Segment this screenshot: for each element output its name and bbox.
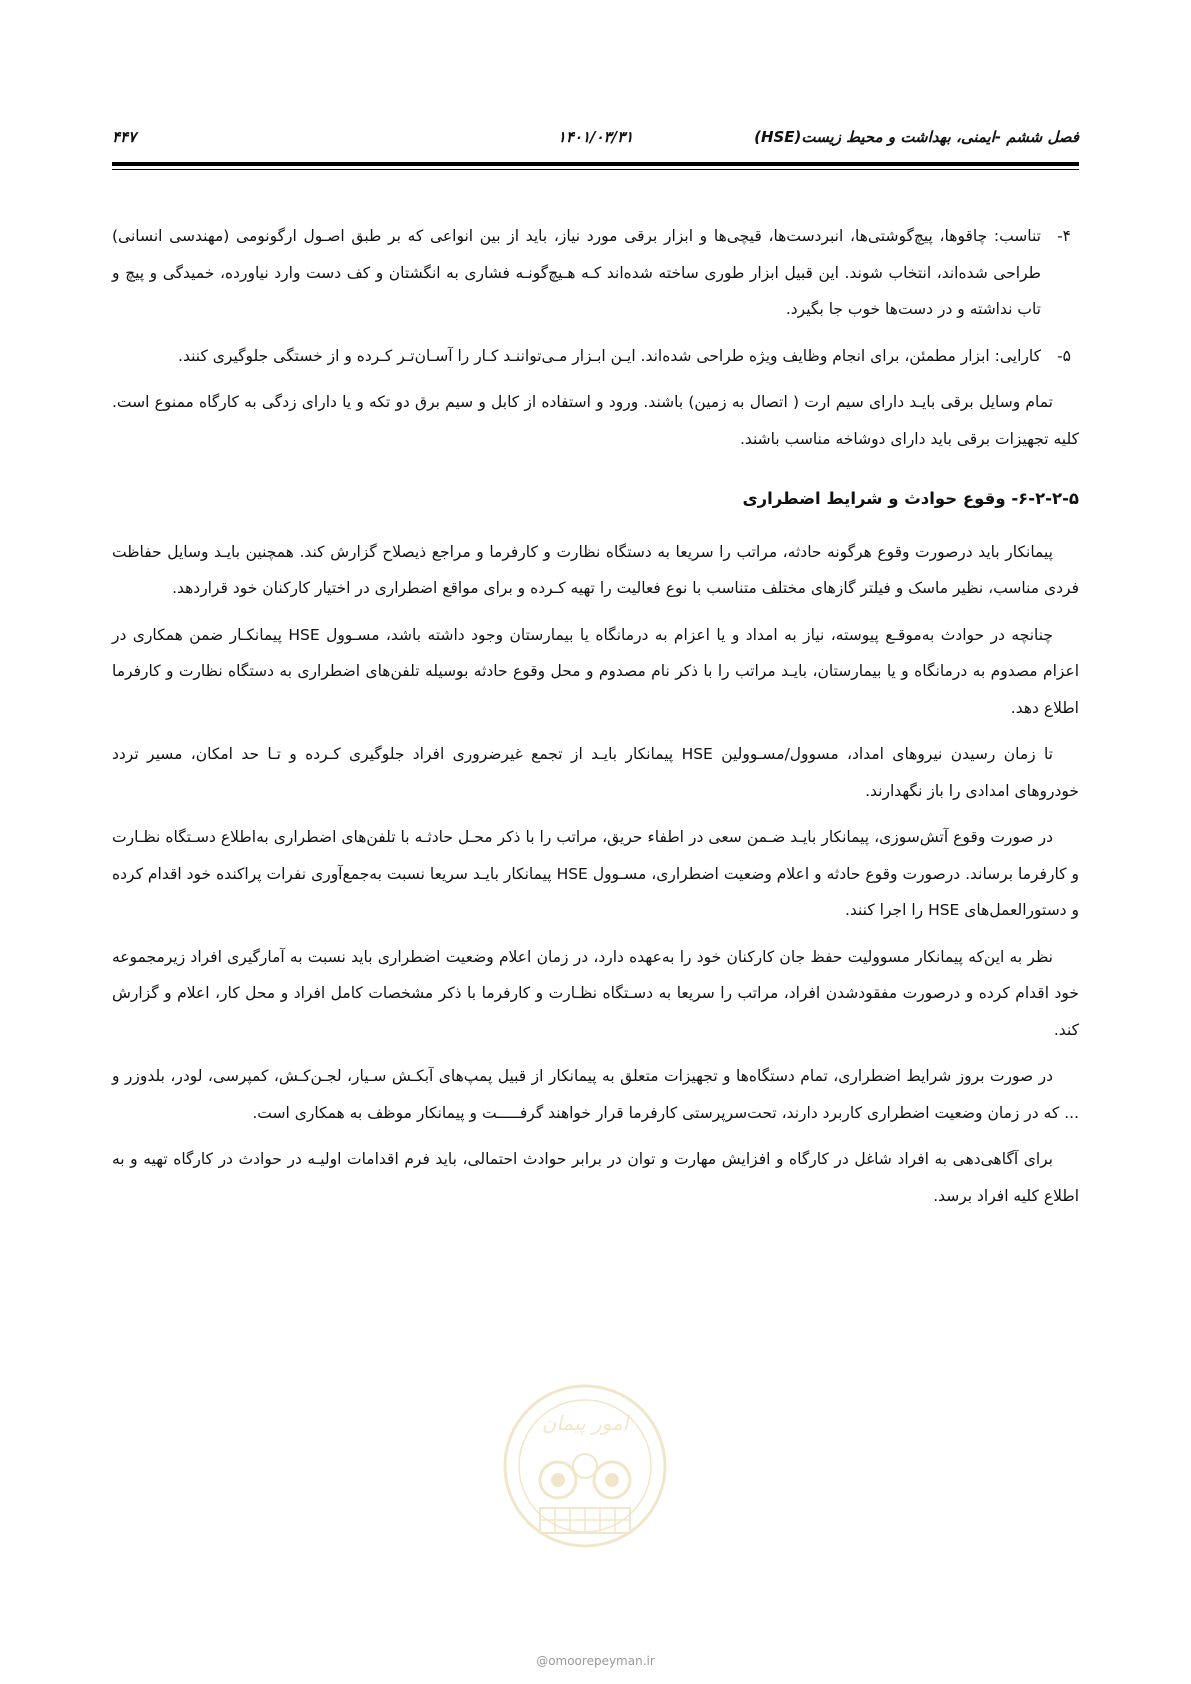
list-item-number: ۴- bbox=[1057, 227, 1071, 245]
header-rule-thick bbox=[112, 162, 1079, 166]
document-date: ۱۴۰۱/۰۳/۳۱ bbox=[557, 128, 634, 146]
section-heading: ۶-۲-۲-۵- وقوع حوادث و شرایط اضطراری bbox=[742, 489, 1079, 508]
paragraph: برای آگاهی‌دهی به افراد شاغل در کارگاه و افزایش مهارت و توان در برابر حوادث احتمالی، باید فرم اقدامات اولیـه در حوادث در کارگاه تهیه و به اطلاع کلیه افراد برسد. bbox=[112, 1150, 1079, 1205]
list-item-text: تناسب: چاقوها، پیچ‌گوشتی‌ها، انبردست‌ها، قیچی‌ها و ابزار برقی مورد نیاز، باید از بین انواعی که بر طبق اصـول ارگونومی (مهندسی انسانی) طراحی شده‌اند، انتخاب شوند. این قبیل ابزار طوری ساخته شده‌اند کـه هـیچ‌گونـه فشاری به انگشتان و کف دست وارد نیاورده، خمیدگی و پیچ و تاب نداشته و در دست‌ها خوب جا بگیرد. bbox=[112, 227, 1041, 318]
list-item bbox=[112, 218, 1079, 328]
list-item bbox=[112, 338, 1079, 375]
page-header bbox=[112, 128, 1079, 154]
watermark-url: @omoorepeyman.ir bbox=[536, 1654, 655, 1668]
page-number: ۴۴۷ bbox=[112, 128, 137, 146]
chapter-title: فصل ششم -ایمنی، بهداشت و محیط زیست(HSE) bbox=[754, 128, 1079, 146]
watermark-logo-svg bbox=[500, 1378, 670, 1558]
paragraph: در صورت وقوع آتش‌سوزی، پیمانکار بایـد ضـمن سعی در اطفاء حریق، مراتب را با ذکر محـل حادثـه با تلفن‌های اضطراری به‌اطلاع دسـتگاه نظـارت و کارفرما برساند. درصورت وقوع حادثه و اعلام وضعیت اضطراری، مسـوول HSE پیمانکار بایـد سریعا نسبت به‌جمع‌آوری نفرات پراکنده خود اقدام کرده و دستورالعمل‌های HSE را اجرا کنند. bbox=[112, 828, 1079, 919]
paragraph: چنانچه در حوادث به‌موقـع پیوسته، نیاز به امداد و یا اعزام به درمانگاه یا بیمارستان وجود داشته باشد، مسـوول HSE پیمانکـار ضمن همکاری در اعزام مصدوم به درمانگاه و یا بیمارستان، بایـد مراتب را با ذکر نام مصدوم و محل وقوع حادثه بوسیله تلفن‌های اضطراری به دستگاه نظارت و کارفرما اطلاع دهد. bbox=[112, 625, 1079, 717]
paragraph-electrical-grounding: تمام وسایل برقی بایـد دارای سیم ارت ( اتصال به زمین) باشند. ورود و استفاده از کابل و سیم برق دو تکه و یا دارای زدگی به کارگاه ممنوع است. کلیه تجهیزات برقی باید دارای دوشاخه مناسب باشند. bbox=[112, 393, 1079, 448]
watermark-logo-text: امور پیمان bbox=[541, 1411, 629, 1435]
list-item-text: کارایی: ابزار مطمئن، برای انجام وظایف ویژه طراحی شده‌اند. ایـن ابـزار مـی‌تواننـد کـار را آسـان‌تـر کـرده و از خستگی جلوگیری کنند. bbox=[178, 346, 1041, 365]
paragraph: نظر به این‌که پیمانکار مسوولیت حفظ جان کارکنان خود را به‌عهده دارد، در زمان اعلام وضعیت اضطراری باید نسبت به آمارگیری افراد زیرمجموعه خود اقدام کرده و درصورت مفقودشدن افراد، مراتب را سریعا به دسـتگاه نظـارت و کارفرما با ذکر مشخصات کامل افراد و محل کار، اعلام و گزارش کند. bbox=[112, 947, 1079, 1039]
paragraph: در صورت بروز شرایط اضطراری، تمام دستگاه‌ها و تجهیزات متعلق به پیمانکار از قبیل پمپ‌های آبکـش سـیار، لجـن‌کـش، کمپرسی، لودر، بلدوزر و ... که در زمان وضعیت اضطراری کاربرد دارند، تحت‌سرپرستی کارفرما قرار خواهند گرفـــــت و پیمانکار موظف به همکاری است. bbox=[112, 1067, 1079, 1122]
page-body bbox=[112, 218, 1079, 1224]
paragraph: پیمانکار باید درصورت وقوع هرگونه حادثه، مراتب را سریعا به دستگاه نظارت و کارفرما و مراجع ذیصلاح گزارش کند. همچنین بایـد وسایل حفاظت فردی مناسب، نظیر ماسک و فیلتر گازهای مختلف متناسب با نوع فعالیت را تهیه کـرده و برای مواقع اضطراری در اختیار کارکنان خود قراردهد. bbox=[112, 542, 1079, 597]
list-item-number: ۵- bbox=[1057, 346, 1071, 365]
watermark-logo-icon bbox=[500, 1378, 670, 1558]
paragraph: تا زمان رسیدن نیروهای امداد، مسوول/مسـوولین HSE پیمانکار بایـد از تجمع غیرضروری افراد جلوگیری کـرده و تـا حد امکان، مسیر تردد خودروهای امدادی را باز نگهدارند. bbox=[112, 745, 1079, 800]
header-rule-thin bbox=[112, 169, 1079, 170]
